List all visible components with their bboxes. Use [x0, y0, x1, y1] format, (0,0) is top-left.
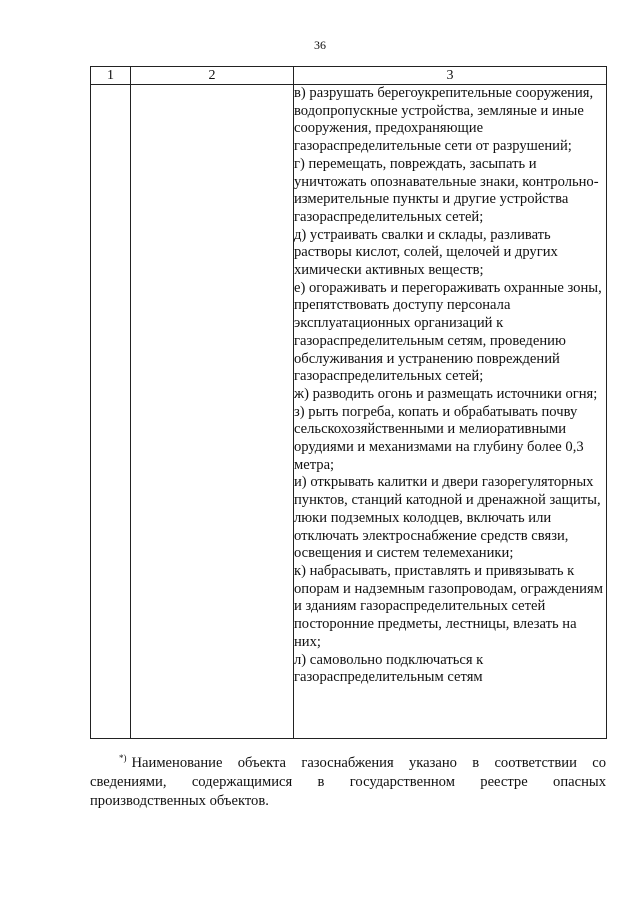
footnote-text: Наименование объекта газоснабжения указано в соответствии со сведениями, содержащимися в государственном реестре опасных производственных объектов. [90, 755, 606, 809]
list-item: д) устраивать свалки и склады, разливать растворы кислот, солей, щелочей и других химически активных веществ; [294, 226, 558, 279]
document-table [90, 66, 607, 739]
column-header-1: 1 [91, 67, 131, 85]
list-item: е) огораживать и перегораживать охранные зоны, препятствовать доступу персонала эксплуатационных организаций к газораспределительным сетям, проведению обслуживания и устранению повреждений газораспределительных сетей; [294, 279, 602, 385]
list-item: и) открывать калитки и двери газорегуляторных пунктов, станций катодной и дренажной защиты, люки подземных колодцев, включать или отключать электроснабжение средств связи, освещения и систем телемеханики; [294, 474, 601, 562]
table-cell-col1 [91, 85, 131, 739]
list-item: л) самовольно подключаться к газораспределительным сетям [294, 651, 484, 686]
column-header-3: 3 [294, 67, 607, 85]
table-header-row [91, 67, 607, 85]
footnote [90, 749, 606, 811]
list-item: з) рыть погреба, копать и обрабатывать почву сельскохозяйственными и мелиоративными орудиями и механизмами на глубину более 0,3 метра; [294, 403, 584, 473]
table-cell-col2 [131, 85, 294, 739]
list-item: г) перемещать, повреждать, засыпать и уничтожать опознавательные знаки, контрольно-измерительные пункты и другие устройства газораспределительных сетей; [294, 155, 599, 225]
list-item: ж) разводить огонь и размещать источники огня; [294, 385, 598, 402]
table-row [91, 85, 607, 739]
page-number: 36 [314, 38, 326, 52]
table-cell-col3 [294, 85, 607, 739]
footnote-marker: *) [119, 753, 127, 763]
list-item: к) набрасывать, приставлять и привязывать к опорам и надземным газопроводам, ограждениям и зданиям газораспределительных сетей посторонние предметы, лестницы, влезать на них; [294, 562, 603, 650]
column-header-2: 2 [131, 67, 294, 85]
list-item: в) разрушать берегоукрепительные сооружения, водопропускные устройства, земляные и иные сооружения, предохраняющие газораспределительные сети от разрушений; [294, 85, 594, 155]
